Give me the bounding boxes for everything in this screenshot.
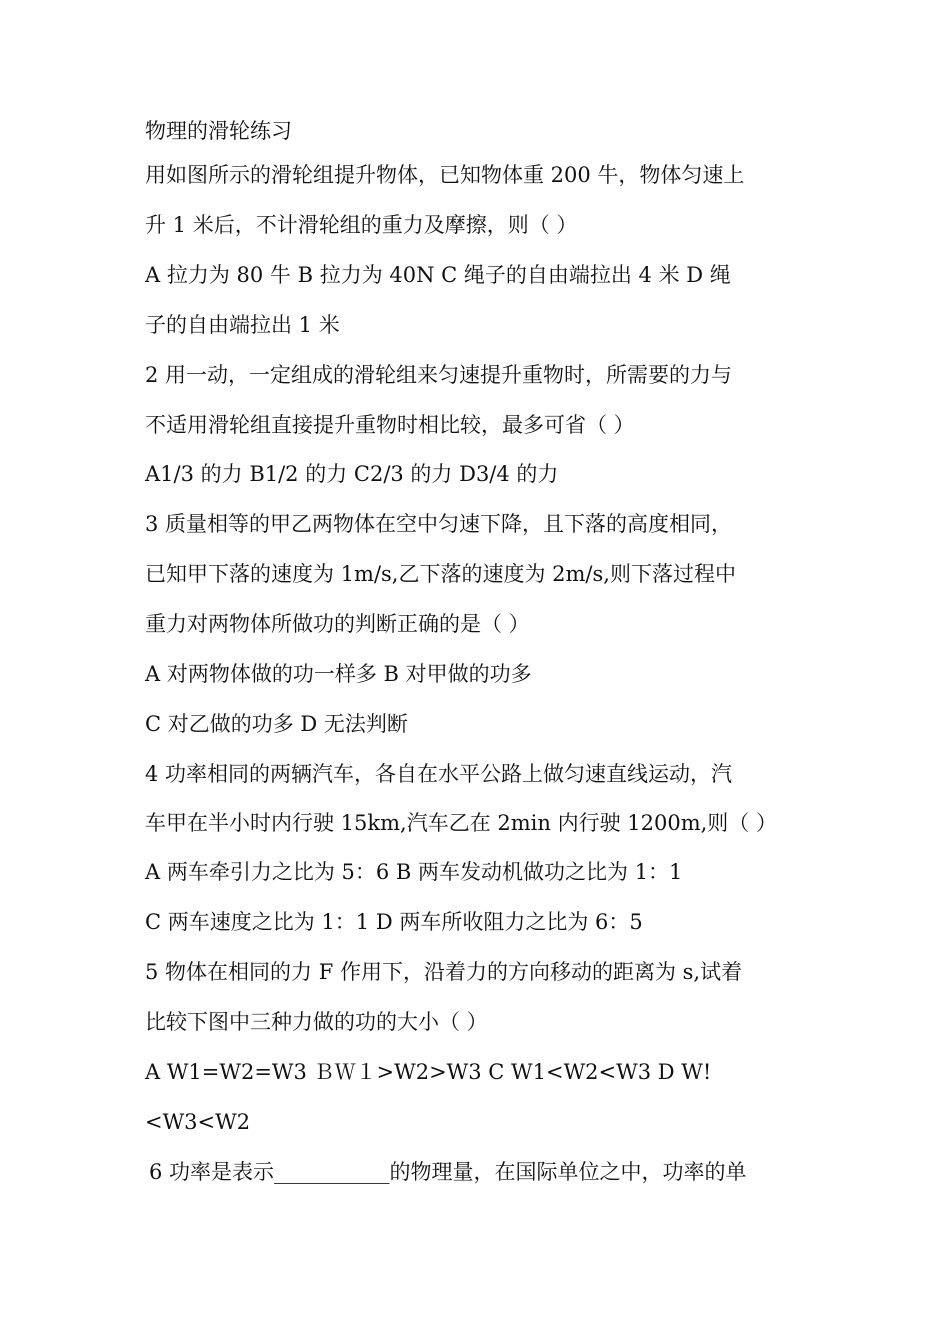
question-2-line-2: 不适用滑轮组直接提升重物时相比较，最多可省（ ） [145, 413, 635, 437]
question-5-options-line-1: A W1=W2=W3 ＢＷ１>W2>W3 C W1<W2<W3 D W! [145, 1060, 712, 1084]
question-3-line-3: 重力对两物体所做功的判断正确的是（ ） [145, 612, 530, 636]
question-1-line-2: 升 1 米后，不计滑轮组的重力及摩擦，则（ ） [145, 213, 578, 237]
question-3-options-line-1: A 对两物体做的功一样多 B 对甲做的功多 [145, 662, 532, 686]
question-4-line-1: 4 功率相同的两辆汽车，各自在水平公路上做匀速直线运动，汽 [145, 762, 733, 786]
question-1-options-line-1: A 拉力为 80 牛 B 拉力为 40N C 绳子的自由端拉出 4 米 D 绳 [145, 263, 731, 287]
question-3-line-1: 3 质量相等的甲乙两物体在空中匀速下降，且下落的高度相同， [145, 512, 733, 536]
question-1-options-line-2: 子的自由端拉出 1 米 [145, 313, 340, 337]
question-3-options-line-2: C 对乙做的功多 D 无法判断 [145, 712, 408, 736]
question-5-line-1: 5 物体在相同的力 F 作用下，沿着力的方向移动的距离为 s,试着 [145, 960, 743, 984]
document-body [145, 112, 810, 1197]
question-4-options-line-1: A 两车牵引力之比为 5：6 B 两车发动机做功之比为 1：1 [145, 860, 683, 884]
question-3-line-2: 已知甲下落的速度为 1m/s,乙下落的速度为 2m/s,则下落过程中 [145, 562, 736, 586]
question-1-line-1: 用如图所示的滑轮组提升物体，已知物体重 200 牛，物体匀速上 [145, 163, 745, 187]
question-2-options: A1/3 的力 B1/2 的力 C2/3 的力 D3/4 的力 [145, 462, 559, 486]
question-5-options-line-2: <W3<W2 [145, 1110, 251, 1134]
document-title: 物理的滑轮练习 [145, 119, 292, 143]
question-6-line-1: 6 功率是表示___________的物理量，在国际单位之中，功率的单 [149, 1160, 747, 1184]
question-4-line-2: 车甲在半小时内行驶 15km,汽车乙在 2min 内行驶 1200m,则（ ） [145, 811, 777, 835]
question-4-options-line-2: C 两车速度之比为 1：1 D 两车所收阻力之比为 6：5 [145, 910, 643, 934]
question-2-line-1: 2 用一动，一定组成的滑轮组来匀速提升重物时，所需要的力与 [145, 363, 733, 387]
question-5-line-2: 比较下图中三种力做的功的大小（ ） [145, 1010, 488, 1034]
